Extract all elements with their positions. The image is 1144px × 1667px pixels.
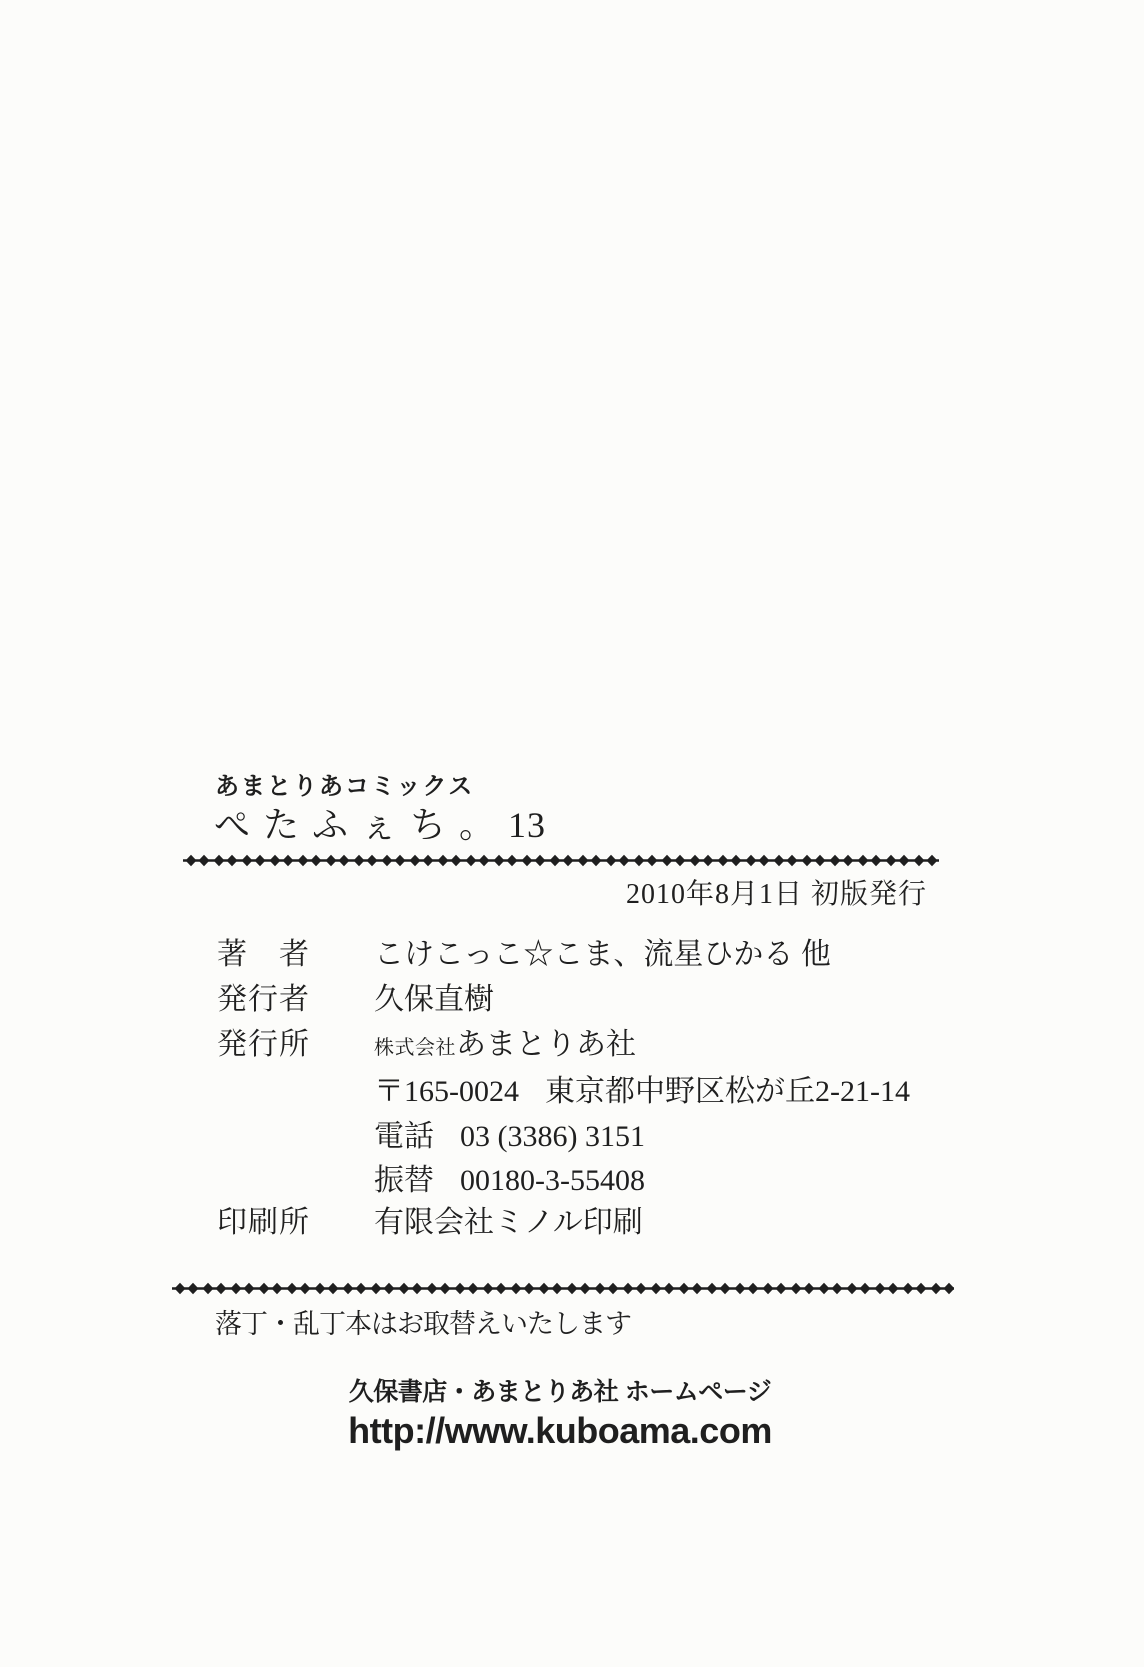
phone-label: 電話 — [374, 1120, 434, 1153]
series-label: あまとりあコミックス — [215, 773, 475, 800]
diamond-divider-bottom — [172, 1281, 954, 1296]
publisher-value — [374, 1030, 636, 1060]
homepage-url: http://www.kuboama.com — [348, 1409, 772, 1451]
phone-number: 03 (3386) 3151 — [460, 1120, 645, 1153]
diamond-divider-top — [183, 853, 939, 868]
postal-address — [374, 1077, 910, 1107]
publisher-company-name: あまとりあ社 — [456, 1028, 636, 1061]
homepage-block — [180, 1378, 940, 1451]
author-label: 著 者 — [217, 938, 310, 971]
printer-value: 有限会社ミノル印刷 — [374, 1206, 643, 1239]
replacement-notice: 落丁・乱丁本はお取替えいたします — [215, 1309, 631, 1339]
transfer — [374, 1166, 645, 1196]
phone — [374, 1122, 645, 1152]
edition-info: 2010年8月1日 初版発行 — [626, 879, 928, 910]
publisher-label: 発行所 — [217, 1028, 310, 1061]
author-value: こけこっこ☆こま、流星ひかる 他 — [374, 938, 831, 971]
book-title — [214, 806, 546, 846]
printer-label: 印刷所 — [217, 1206, 310, 1239]
street-address: 東京都中野区松が丘2-21-14 — [545, 1075, 910, 1108]
postal-code: 〒165-0024 — [374, 1075, 519, 1108]
publisher-company-type: 株式会社 — [374, 1037, 456, 1059]
issuer-label: 発行者 — [217, 983, 310, 1016]
book-title-kana: ぺたふぇち。 — [214, 805, 509, 845]
transfer-label: 振替 — [374, 1164, 434, 1197]
book-title-number: 13 — [508, 805, 547, 845]
issuer-value: 久保直樹 — [374, 983, 494, 1016]
transfer-number: 00180-3-55408 — [460, 1164, 645, 1197]
homepage-label: 久保書店・あまとりあ社 ホームページ — [348, 1378, 772, 1406]
